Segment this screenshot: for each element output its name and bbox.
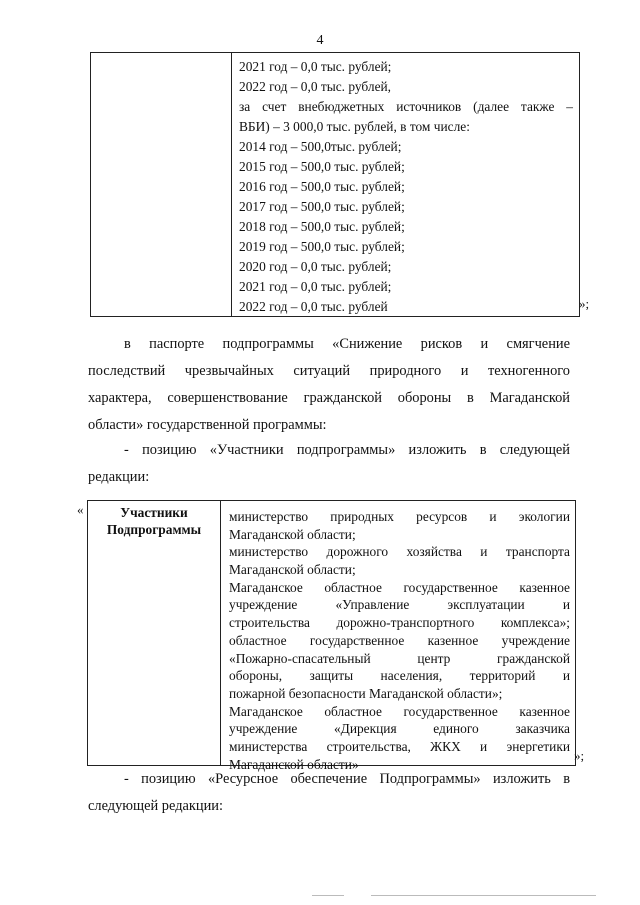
paragraph-line: следующей редакции: (88, 798, 223, 814)
funding-line: ВБИ) – 3 000,0 тыс. рублей, в том числе: (239, 119, 470, 134)
closing-quote-mark: »; (579, 296, 590, 311)
funding-line: 2021 год – 0,0 тыс. рублей; (239, 59, 392, 74)
participants-header-line: Подпрограммы (106, 522, 202, 537)
page-number: 4 (316, 33, 324, 48)
participant-line: учреждение «Управление эксплуатации и (229, 597, 570, 613)
funding-line: 2022 год – 0,0 тыс. рублей (239, 299, 388, 314)
scan-artifact-line (312, 895, 344, 896)
funding-line: 2019 год – 500,0 тыс. рублей; (239, 239, 405, 254)
funding-line: 2022 год – 0,0 тыс. рублей, (239, 79, 392, 94)
participant-line: Магаданское областное государственное казенное (229, 703, 570, 719)
paragraph-passport (88, 331, 570, 439)
paragraph-line: - позицию «Участники подпрограммы» изложить в следующей (124, 442, 570, 458)
funding-line: 2021 год – 0,0 тыс. рублей; (239, 279, 392, 294)
participant-line: министерство дорожного хозяйства и транспорта (229, 544, 570, 560)
funding-line: 2018 год – 500,0 тыс. рублей; (239, 219, 405, 234)
paragraph-line: редакции: (88, 469, 150, 485)
participant-line: Магаданской области» (229, 756, 359, 772)
paragraph-participants (88, 437, 570, 491)
participants-header (88, 504, 220, 538)
funding-line: 2015 год – 500,0 тыс. рублей; (239, 159, 405, 174)
funding-line: 2020 год – 0,0 тыс. рублей; (239, 259, 392, 274)
paragraph-line: в паспорте подпрограммы «Снижение рисков и смягчение (124, 336, 570, 352)
participant-line: учреждение «Дирекция единого заказчика (229, 721, 570, 737)
paragraph-resources (88, 766, 570, 820)
participant-line: Магаданской области; (229, 526, 356, 542)
scan-artifact-line (371, 895, 596, 896)
paragraph-line: характера, совершенствование гражданской обороны в Магаданской (88, 390, 570, 406)
funding-line: за счет внебюджетных источников (далее также – (239, 99, 573, 114)
closing-quote-mark: »; (574, 748, 585, 763)
opening-quote-mark: « (77, 502, 84, 517)
funding-line: 2017 год – 500,0 тыс. рублей; (239, 199, 405, 214)
funding-table-content (239, 57, 573, 317)
table-column-divider (220, 501, 221, 765)
participants-header-line: Участники (120, 505, 188, 520)
paragraph-line: последствий чрезвычайных ситуаций природного и техногенного (88, 363, 570, 379)
paragraph-line: - позицию «Ресурсное обеспечение Подпрограммы» изложить в (124, 771, 570, 787)
paragraph-line: области» государственной программы: (88, 417, 327, 433)
participant-line: обороны, защиты населения, территорий и (229, 668, 570, 684)
participant-line: Магаданской области; (229, 562, 356, 578)
table-column-divider (231, 53, 232, 316)
participant-line: Магаданское областное государственное казенное (229, 579, 570, 595)
participants-content (229, 508, 570, 773)
funding-line: 2016 год – 500,0 тыс. рублей; (239, 179, 405, 194)
participant-line: строительства дорожно-транспортного комплекса»; (229, 615, 570, 631)
participant-line: министерство природных ресурсов и экологии (229, 509, 570, 524)
funding-line: 2014 год – 500,0тыс. рублей; (239, 139, 402, 154)
funding-table (90, 52, 580, 317)
participant-line: пожарной безопасности Магаданской области»; (229, 685, 503, 701)
participant-line: областное государственное казенное учреждение (229, 632, 570, 648)
participant-line: «Пожарно-спасательный центр гражданской (229, 650, 570, 666)
participant-line: министерства строительства, ЖКХ и энергетики (229, 738, 570, 754)
participants-table (87, 500, 576, 772)
